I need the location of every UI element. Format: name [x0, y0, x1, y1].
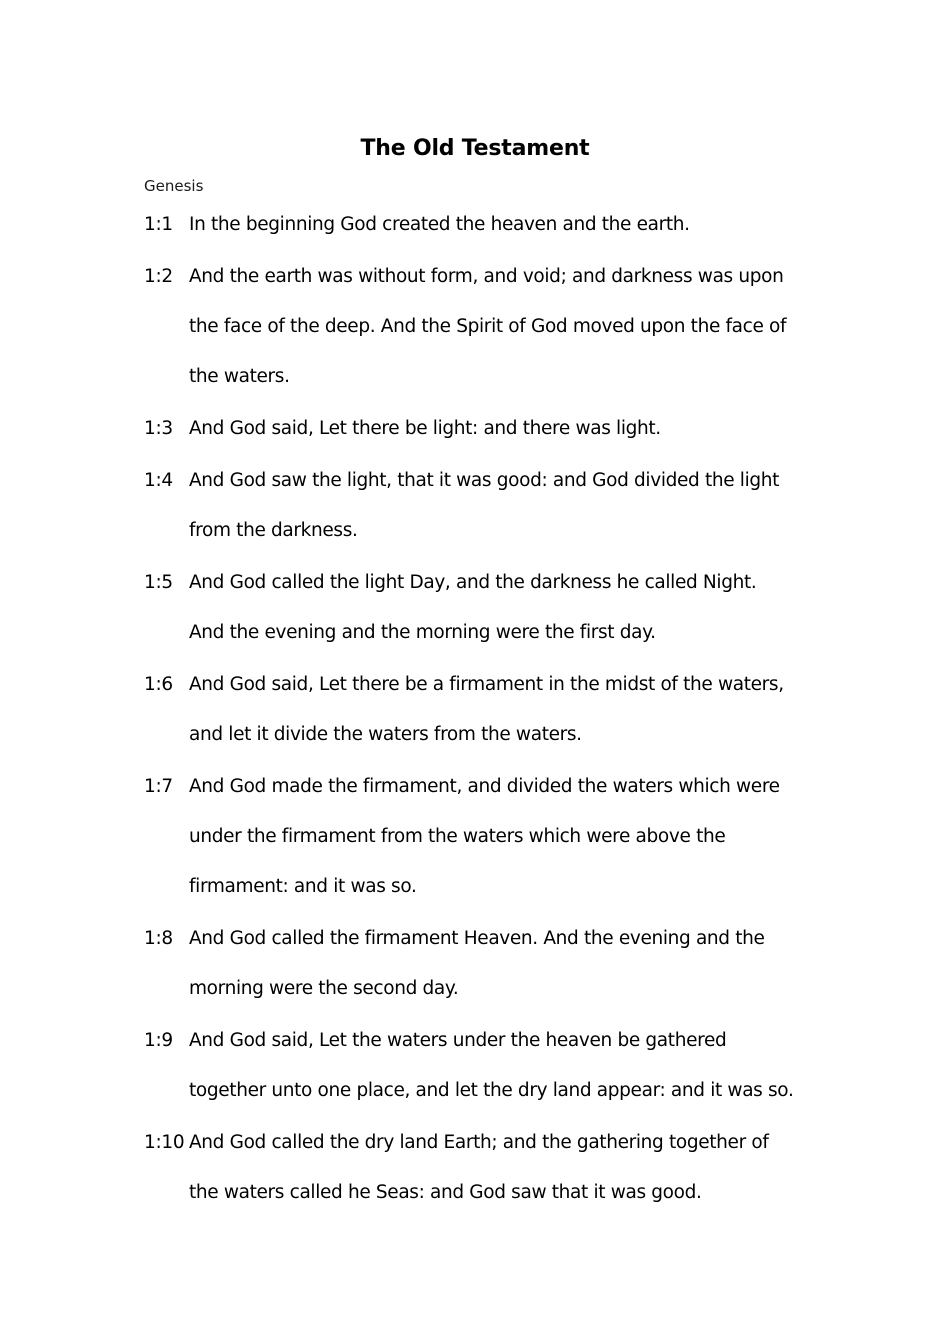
verse-1-1	[144, 200, 816, 250]
verse-1-7	[144, 762, 816, 912]
verse-line: firmament: and it was so.	[189, 876, 417, 897]
verse-line: the waters.	[189, 366, 290, 387]
verse-line: And God said, Let there be light: and there was light.	[189, 418, 661, 439]
verse-line: the face of the deep. And the Spirit of God moved upon the face of	[189, 316, 787, 337]
verse-1-10	[144, 1118, 816, 1218]
verse-ref: 1:3	[144, 418, 173, 439]
verse-line: And God made the firmament, and divided the waters which were	[189, 776, 780, 797]
verse-1-2	[144, 252, 816, 402]
verse-1-8	[144, 914, 816, 1014]
verse-line: together unto one place, and let the dry land appear: and it was so.	[189, 1080, 794, 1101]
verse-text	[189, 1016, 816, 1116]
verse-1-6	[144, 660, 816, 760]
verse-text	[189, 762, 816, 912]
verse-line: And God called the dry land Earth; and the gathering together of	[189, 1132, 769, 1153]
verse-line: from the darkness.	[189, 520, 358, 541]
verse-line: And God said, Let the waters under the heaven be gathered	[189, 1030, 727, 1051]
verse-ref: 1:6	[144, 674, 173, 695]
verse-line: And God said, Let there be a firmament in the midst of the waters,	[189, 674, 784, 695]
verse-line: And God called the light Day, and the darkness he called Night.	[189, 572, 757, 593]
verse-ref: 1:4	[144, 470, 173, 491]
verse-text	[189, 1118, 816, 1218]
verse-text	[189, 914, 816, 1014]
verse-text	[189, 660, 816, 760]
verse-line: And the earth was without form, and void; and darkness was upon	[189, 266, 784, 287]
verse-line: And God called the firmament Heaven. And the evening and the	[189, 928, 765, 949]
verse-ref: 1:10	[144, 1132, 185, 1153]
verse-ref: 1:7	[144, 776, 173, 797]
verse-ref: 1:2	[144, 266, 173, 287]
verse-line: the waters called he Seas: and God saw that it was good.	[189, 1182, 702, 1203]
verse-line: and let it divide the waters from the waters.	[189, 724, 582, 745]
verse-line: morning were the second day.	[189, 978, 459, 999]
verse-1-3	[144, 404, 816, 454]
verse-line: And the evening and the morning were the first day.	[189, 622, 656, 643]
verse-line: In the beginning God created the heaven and the earth.	[189, 214, 690, 235]
verse-line: And God saw the light, that it was good: and God divided the light	[189, 470, 780, 491]
verse-1-9	[144, 1016, 816, 1116]
verse-1-4	[144, 456, 816, 556]
page-title: The Old Testament	[360, 136, 590, 161]
verse-text	[189, 456, 816, 556]
verse-ref: 1:1	[144, 214, 173, 235]
verse-ref: 1:8	[144, 928, 173, 949]
verse-text	[189, 404, 816, 454]
verse-text	[189, 200, 816, 250]
verse-1-5	[144, 558, 816, 658]
book-name: Genesis	[144, 177, 204, 195]
verse-line: under the firmament from the waters which were above the	[189, 826, 726, 847]
verse-text	[189, 252, 816, 402]
verse-ref: 1:5	[144, 572, 173, 593]
verse-text	[189, 558, 816, 658]
verse-list	[144, 200, 816, 1220]
verse-ref: 1:9	[144, 1030, 173, 1051]
